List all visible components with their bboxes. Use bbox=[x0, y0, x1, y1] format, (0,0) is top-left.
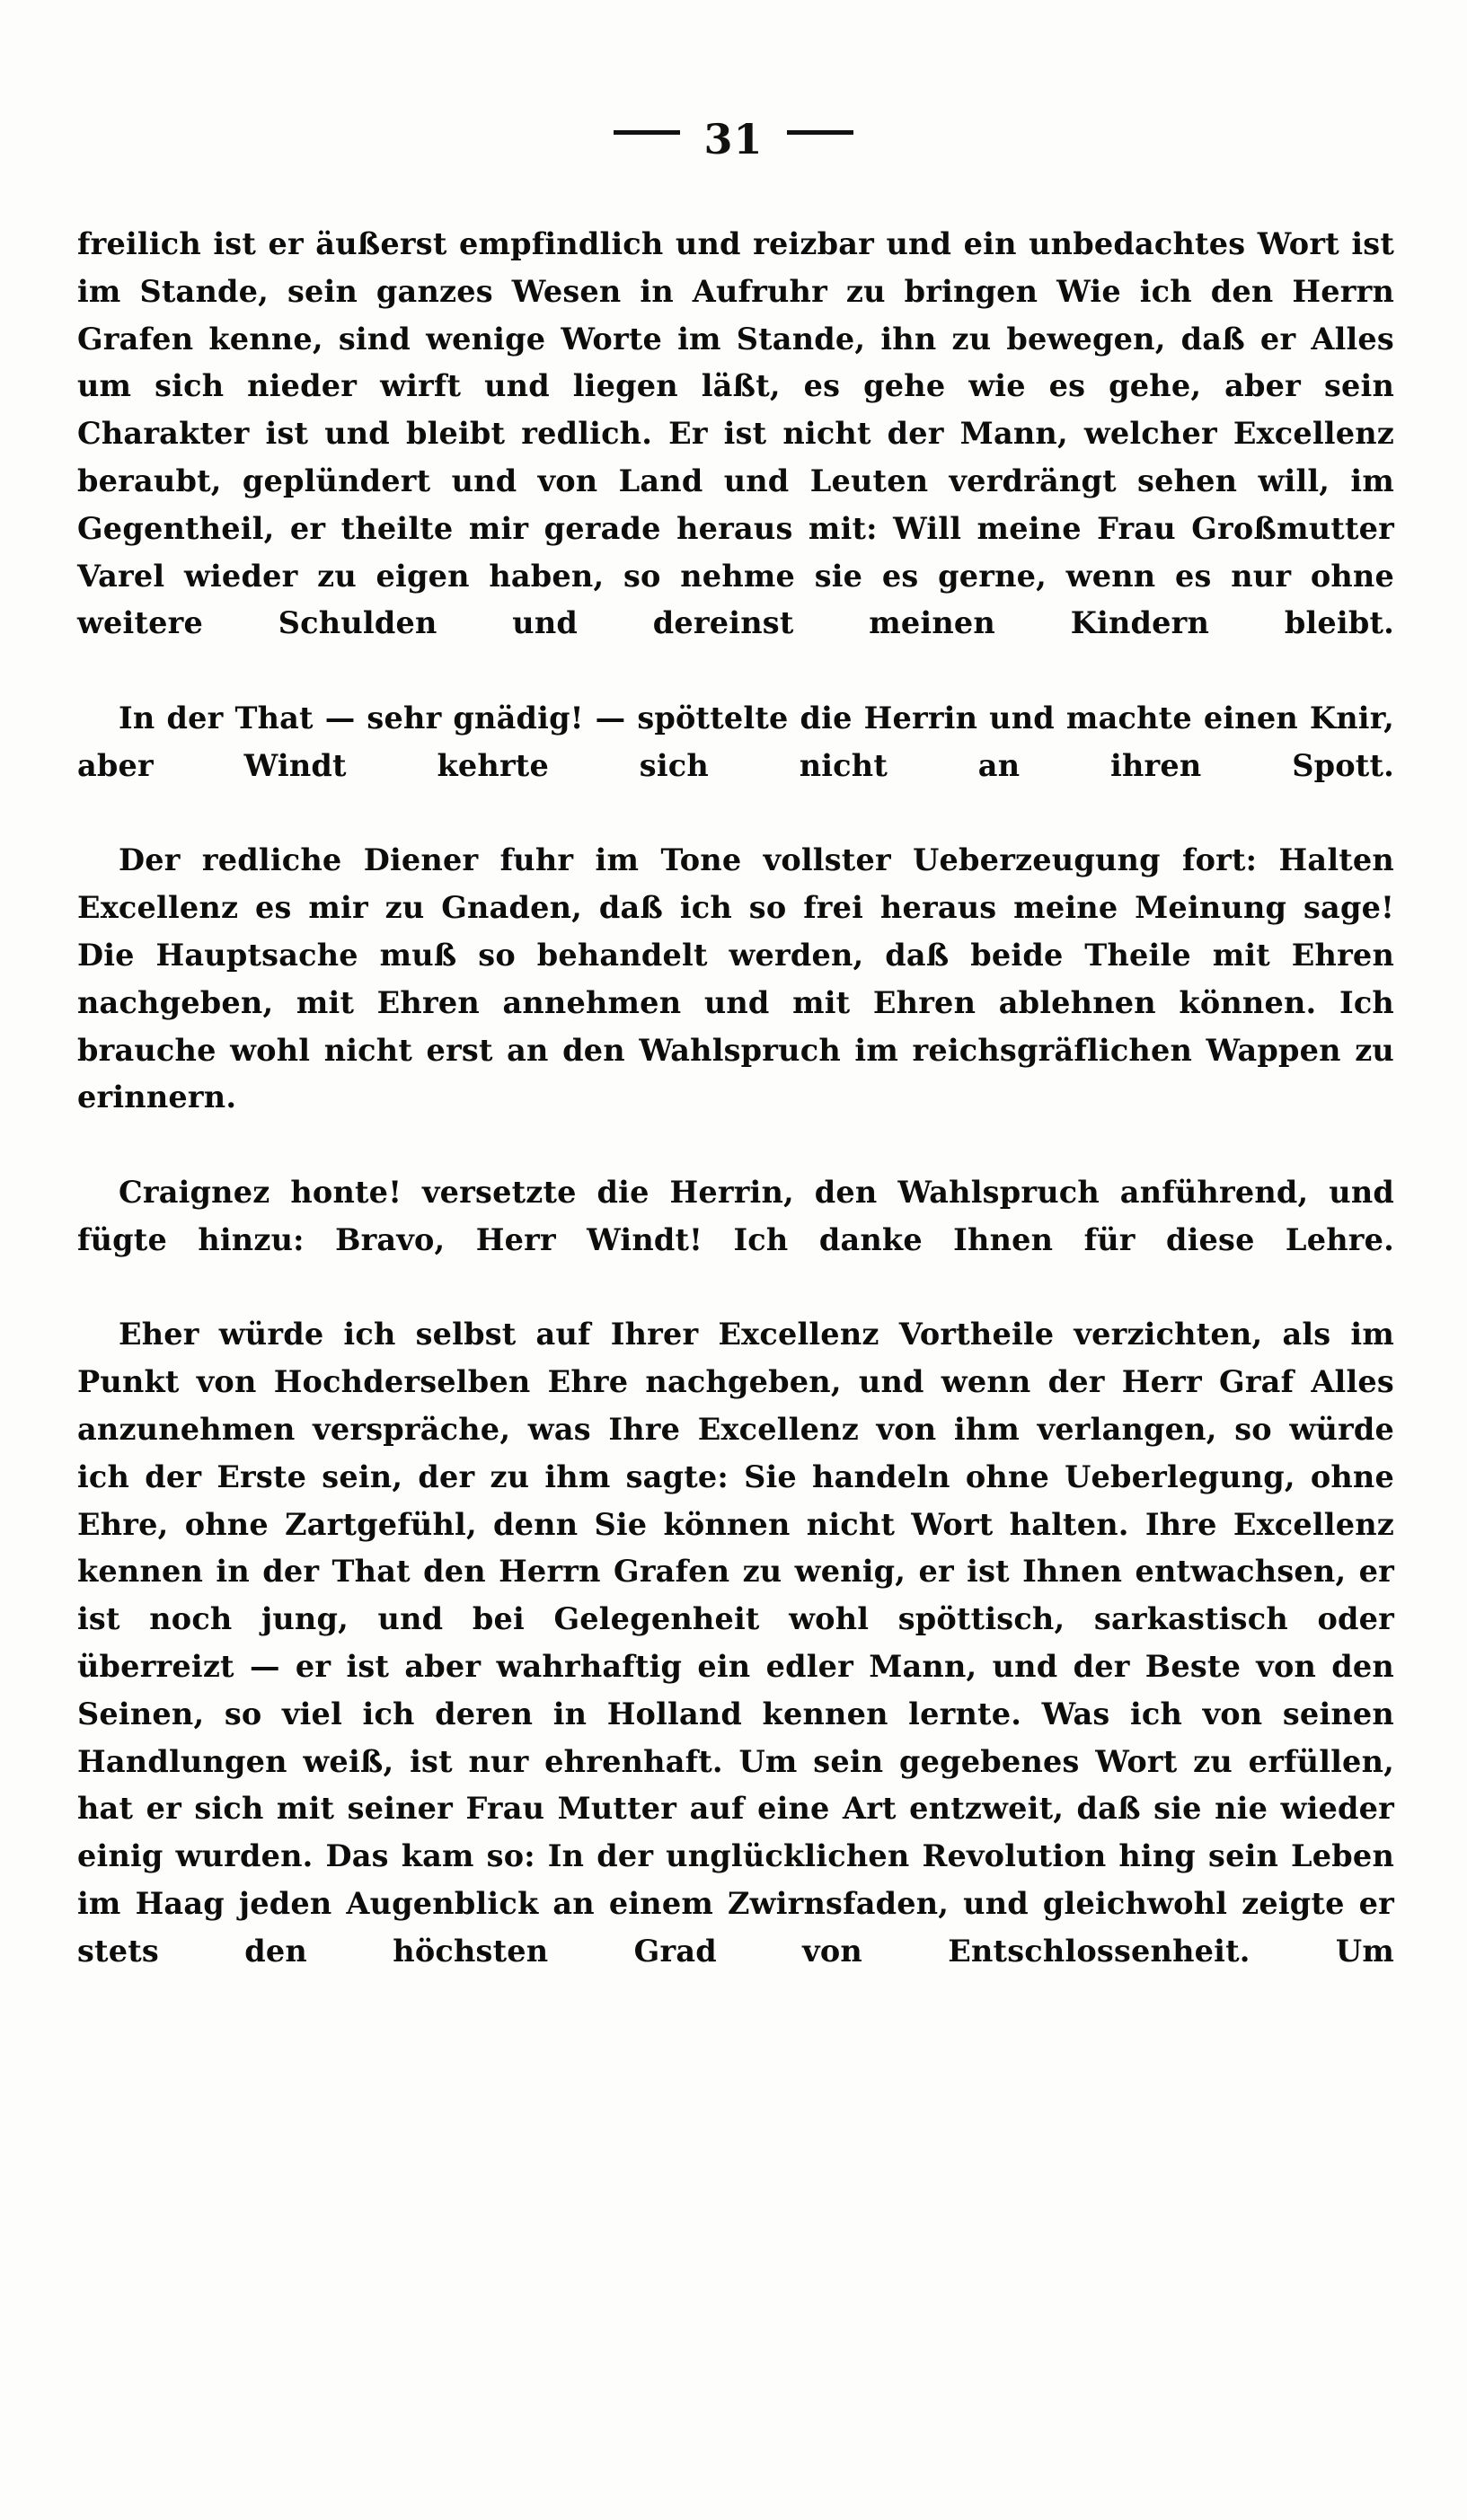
paragraph: freilich ist er äußerst empfindlich und reizbar und ein unbedachtes Wort ist im Stande, sein ganzes Wesen in Aufruhr zu bringen Wie ich den Herrn Grafen kenne, sind wenige Worte im Stande, ihn zu bewegen, daß er Alles um sich nieder wirft und liegen läßt, es gehe wie es gehe, aber sein Charakter ist und bleibt redlich. Er ist nicht der Mann, welcher Excellenz beraubt, geplündert und von Land und Leuten verdrängt sehen will, im Gegentheil, er theilte mir gerade heraus mit: Will meine Frau Großmutter Varel wieder zu eigen haben, so nehme sie es gerne, wenn es nur ohne weitere Schulden und dereinst meinen Kindern bleibt. bbox=[77, 226, 1394, 641]
header-rule-left bbox=[614, 130, 680, 135]
header-rule-right bbox=[787, 130, 853, 135]
paragraph: In der That — sehr gnädig! — spöttelte die Herrin und machte einen Knir, aber Windt kehrte sich nicht an ihren Spott. bbox=[77, 700, 1394, 783]
body-text-block bbox=[77, 221, 1394, 2022]
page-number: 31 bbox=[703, 115, 764, 163]
page-header bbox=[0, 115, 1467, 178]
paragraph: Eher würde ich selbst auf Ihrer Excellenz Vortheile verzichten, als im Punkt von Hochderselben Ehre nachgeben, und wenn der Herr Graf Alles anzunehmen verspräche, was Ihre Excellenz von ihm verlangen, so würde ich der Erste sein, der zu ihm sagte: Sie handeln ohne Ueberlegung, ohne Ehre, ohne Zartgefühl, denn Sie können nicht Wort halten. Ihre Excellenz kennen in der That den Herrn Grafen zu wenig, er ist Ihnen entwachsen, er ist noch jung, und bei Gelegenheit wohl spöttisch, sarkastisch oder überreizt — er ist aber wahrhaftig ein edler Mann, und der Beste von den Seinen, so viel ich deren in Holland kennen lernte. Was ich von seinen Handlungen weiß, ist nur ehrenhaft. Um sein gegebenes Wort zu erfüllen, hat er sich mit seiner Frau Mutter auf eine Art entzweit, daß sie nie wieder einig wurden. Das kam so: In der unglücklichen Revolution hing sein Leben im Haag jeden Augenblick an einem Zwirnsfaden, und gleichwohl zeigte er stets den höchsten Grad von Entschlossenheit. Um bbox=[77, 1317, 1394, 1969]
paragraph: Craignez honte! versetzte die Herrin, den Wahlspruch anführend, und fügte hinzu: Bravo, Herr Windt! Ich danke Ihnen für diese Lehre. bbox=[77, 1174, 1394, 1257]
paragraph: Der redliche Diener fuhr im Tone vollster Ueberzeugung fort: Halten Excellenz es mir zu Gnaden, daß ich so frei heraus meine Meinung sage! Die Hauptsache muß so behandelt werden, daß beide Theile mit Ehren nachgeben, mit Ehren annehmen und mit Ehren ablehnen können. Ich brauche wohl nicht erst an den Wahlspruch im reichsgräflichen Wappen zu erinnern. bbox=[77, 842, 1394, 1115]
